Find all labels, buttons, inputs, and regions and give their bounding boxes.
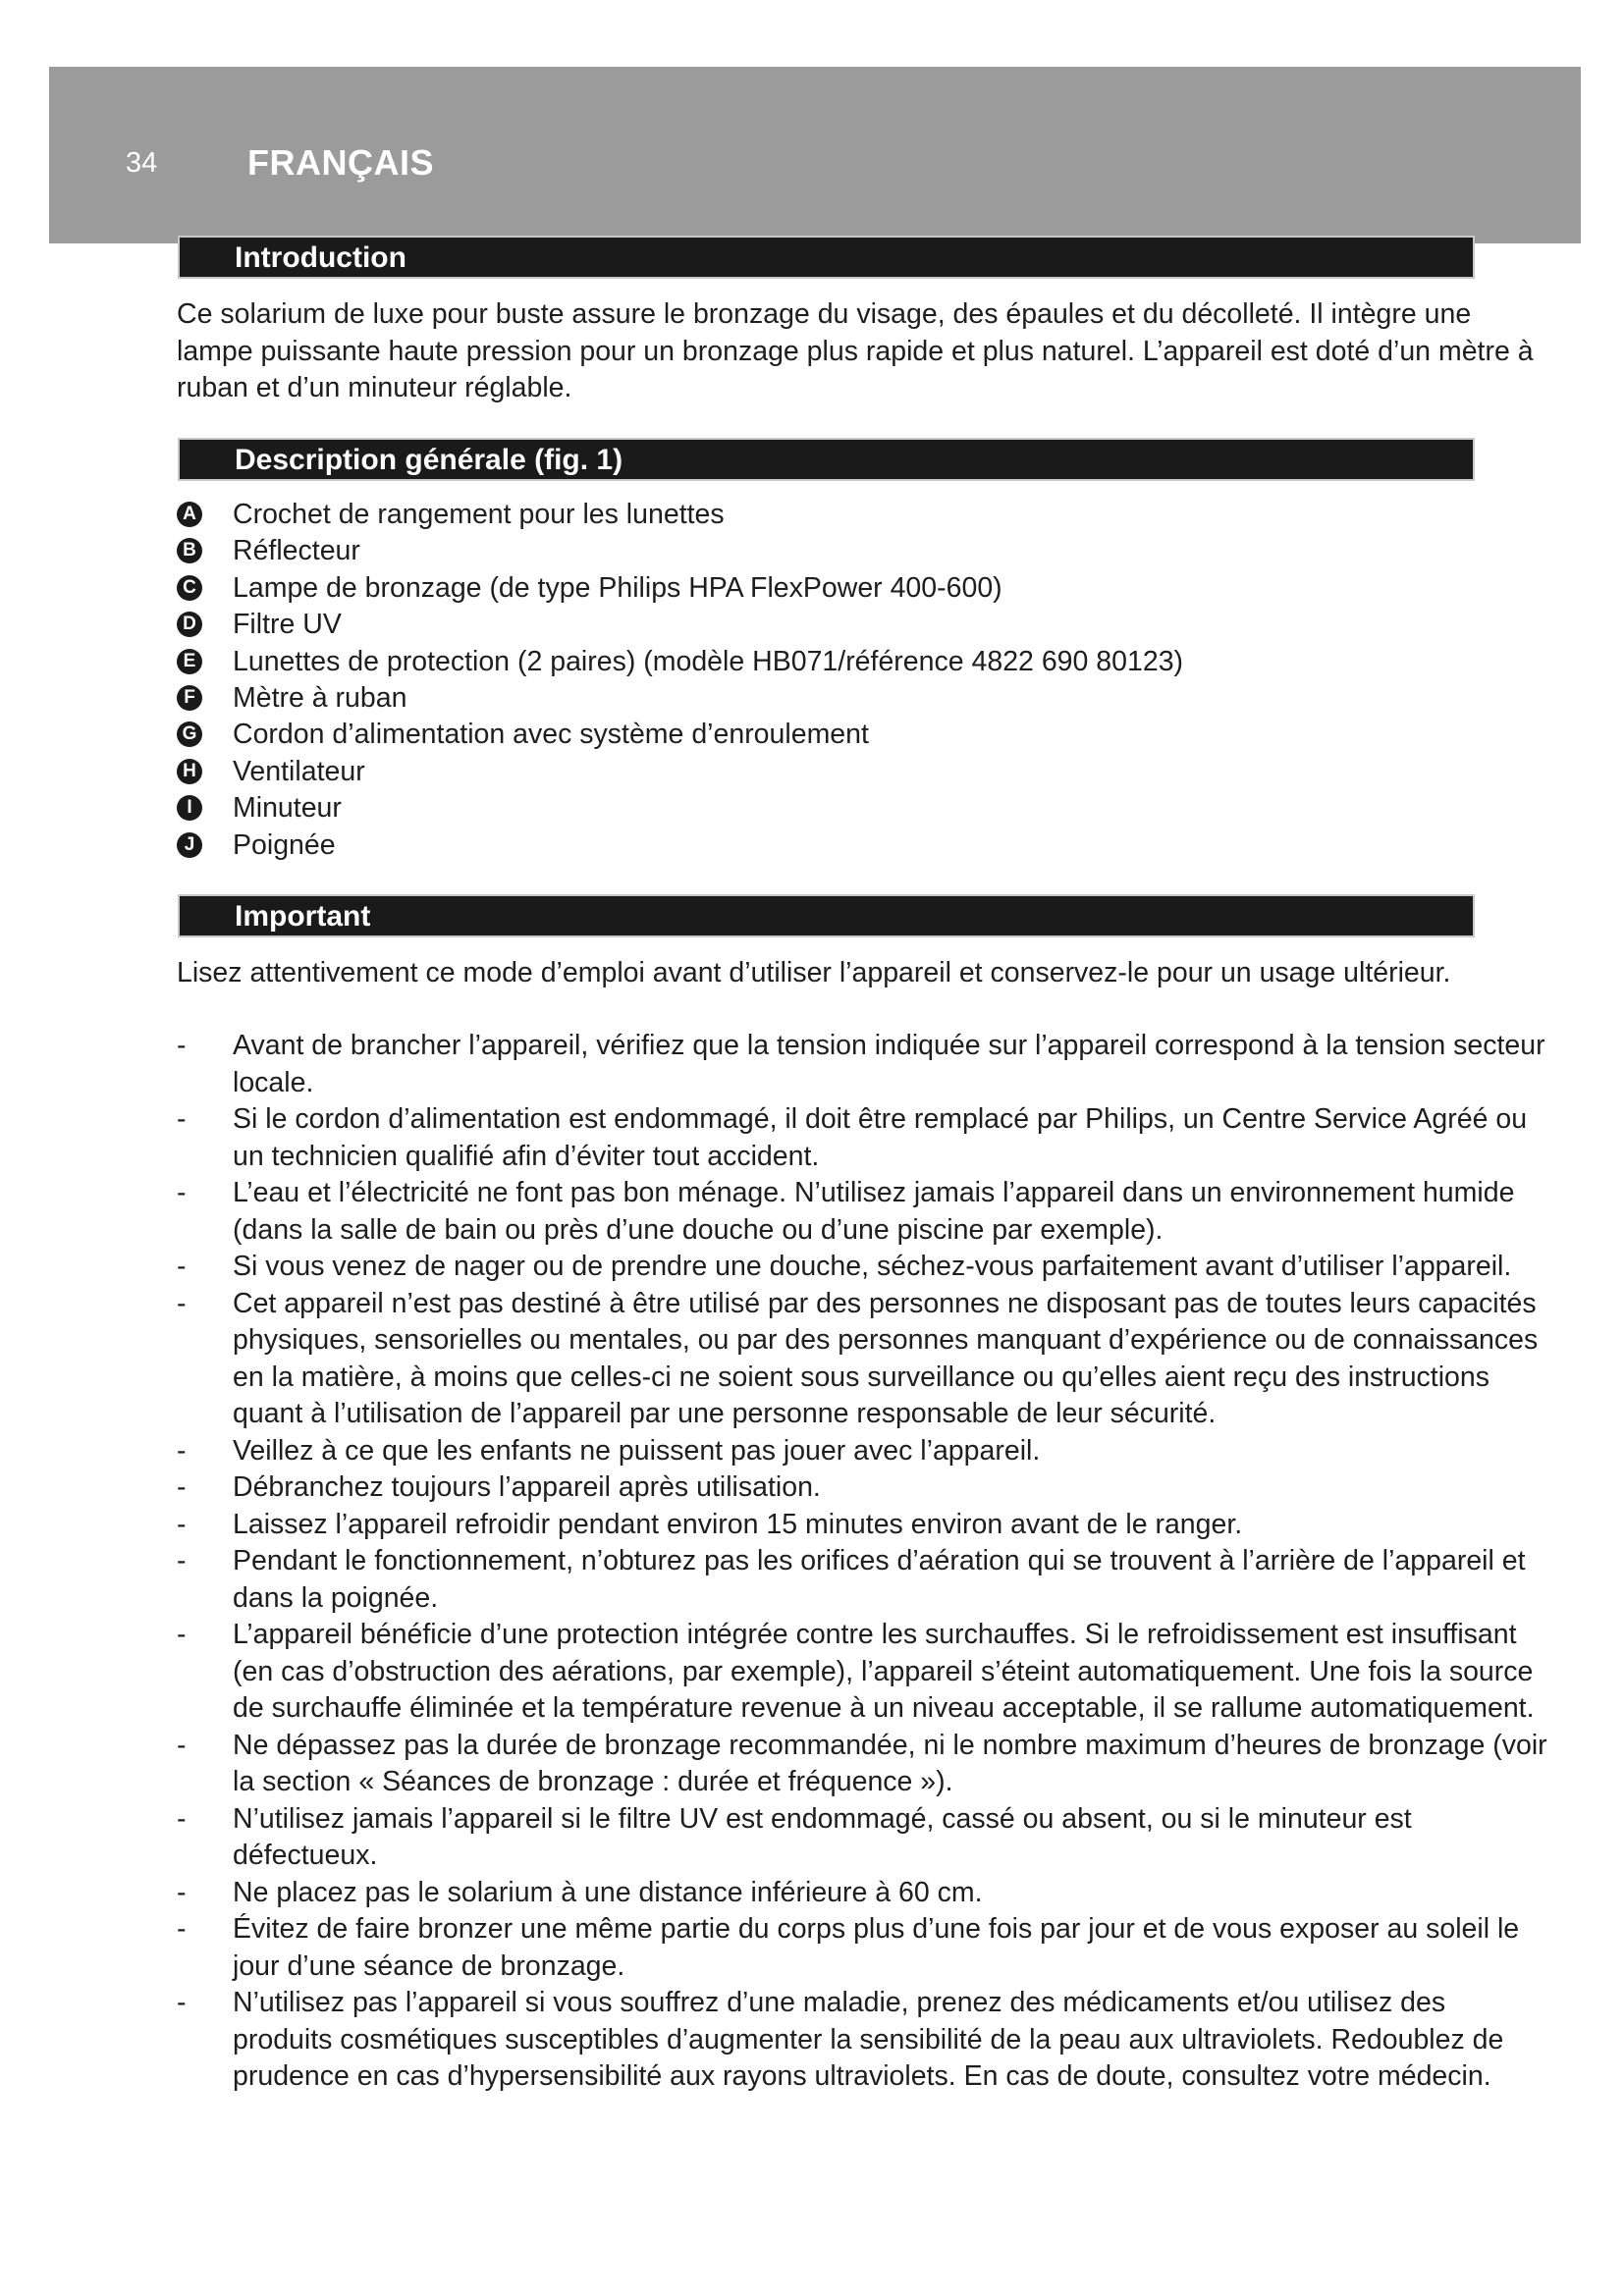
bullet-text: N’utilisez jamais l’appareil si le filtre UV est endommagé, cassé ou absent, ou si le minuteur est défectueux.	[233, 1802, 1412, 1871]
bullet-dash: -	[177, 1913, 187, 1945]
bullet-dash: -	[177, 1987, 187, 2018]
section-bar-introduction	[178, 236, 1475, 279]
bullet-dash: -	[177, 1177, 187, 1208]
bullet-dash: -	[177, 1103, 187, 1135]
language-title: FRANÇAIS	[247, 142, 434, 183]
important-bullet	[177, 1728, 1551, 1801]
item-text: Poignée	[233, 828, 336, 861]
important-bullet	[177, 1286, 1551, 1433]
item-text: Filtre UV	[233, 609, 342, 641]
bullet-text: Ne placez pas le solarium à une distance inférieure à 60 cm.	[233, 1876, 983, 1908]
item-text: Cordon d’alimentation avec système d’enroulement	[233, 719, 869, 751]
item-letter-badge: H	[177, 759, 202, 784]
important-intro: Lisez attentivement ce mode d’emploi avant d’utiliser l’appareil et conservez-le pour un usage ultérieur.	[177, 957, 1451, 988]
item-text: Ventilateur	[233, 755, 365, 787]
bullet-dash: -	[177, 1545, 187, 1576]
section-title: Introduction	[235, 241, 406, 274]
important-bullet	[177, 1507, 1551, 1544]
important-bullet	[177, 1875, 1551, 1912]
bullet-text: L’appareil bénéficie d’une protection intégrée contre les surchauffes. Si le refroidissement est insuffisant (en cas d’obstruction des aérations, par exemple), l’appareil s’éteint automatiquement. Une fois la source de surchauffe éliminée et la température revenue à un niveau acceptable, il se rallume automatiquement.	[233, 1619, 1535, 1724]
item-letter-badge: D	[177, 612, 202, 637]
important-bullet	[177, 1469, 1551, 1507]
bullet-dash: -	[177, 1508, 187, 1540]
item-text: Lampe de bronzage (de type Philips HPA FlexPower 400-600)	[233, 571, 1002, 604]
important-bullet	[177, 1985, 1551, 2096]
bullet-dash: -	[177, 1802, 187, 1835]
important-bullet-list	[177, 1028, 1551, 2096]
important-bullet	[177, 1801, 1551, 1875]
item-text: Lunettes de protection (2 paires) (modèle HB071/référence 4822 690 80123)	[233, 645, 1184, 677]
important-bullet	[177, 1911, 1551, 1985]
important-bullet	[177, 1249, 1551, 1286]
important-bullet	[177, 1028, 1551, 1101]
important-bullet	[177, 1175, 1551, 1249]
bullet-text: Laissez l’appareil refroidir pendant environ 15 minutes environ avant de le ranger.	[233, 1508, 1243, 1540]
bullet-text: Veillez à ce que les enfants ne puissent pas jouer avec l’appareil.	[233, 1434, 1041, 1467]
bullet-text: Si le cordon d’alimentation est endommagé, il doit être remplacé par Philips, un Centre Service Agréé ou un technicien qualifié afin d’éviter tout accident.	[233, 1103, 1528, 1172]
bullet-dash: -	[177, 1030, 187, 1061]
bullet-text: Avant de brancher l’appareil, vérifiez que la tension indiquée sur l’appareil correspond à la tension secteur locale.	[233, 1030, 1545, 1098]
bullet-text: L’eau et l’électricité ne font pas bon ménage. N’utilisez jamais l’appareil dans un environnement humide (dans la salle de bain ou près d’une douche ou d’une piscine par exemple).	[233, 1177, 1515, 1246]
bullet-dash: -	[177, 1729, 187, 1761]
item-text: Réflecteur	[233, 535, 360, 567]
bullet-dash: -	[177, 1876, 187, 1908]
bullet-dash: -	[177, 1287, 187, 1319]
bullet-text: Si vous venez de nager ou de prendre une douche, séchez-vous parfaitement avant d’utiliser l’appareil.	[233, 1251, 1512, 1282]
item-letter-badge: I	[177, 795, 202, 821]
item-letter-badge: J	[177, 832, 202, 858]
important-bullet	[177, 1543, 1551, 1617]
bullet-dash: -	[177, 1251, 187, 1282]
bullet-text: Cet appareil n’est pas destiné à être utilisé par des personnes ne disposant pas de toutes leurs capacités physiques, sensorielles ou mentales, ou par des personnes manquant d’expérience ou de connaissances en la matière, à moins que celles-ci ne soient sous surveillance ou qu’elles aient reçu des instructions quant à l’utilisation de l’appareil par une personne responsable de leur sécurité.	[233, 1287, 1539, 1429]
important-bullet	[177, 1433, 1551, 1470]
bullet-text: Ne dépassez pas la durée de bronzage recommandée, ni le nombre maximum d’heures de bronzage (voir la section « Séances de bronzage : durée et fréquence »).	[233, 1729, 1547, 1797]
item-letter-badge: C	[177, 575, 202, 601]
bullet-dash: -	[177, 1619, 187, 1650]
item-letter-badge: F	[177, 685, 202, 711]
section-title: Description générale (fig. 1)	[235, 444, 623, 476]
section-bar-description	[178, 438, 1475, 481]
item-letter-badge: B	[177, 538, 202, 563]
item-letter-badge: G	[177, 721, 202, 747]
important-bullet	[177, 1101, 1551, 1175]
introduction-paragraph: Ce solarium de luxe pour buste assure le bronzage du visage, des épaules et du décolleté. Il intègre une lampe puissante haute pression pour un bronzage plus rapide et plus naturel. L’appareil est doté d’un mètre à ruban et d’un minuteur réglable.	[177, 298, 1534, 403]
item-text: Minuteur	[233, 792, 342, 825]
item-text: Crochet de rangement pour les lunettes	[233, 499, 725, 530]
bullet-dash: -	[177, 1471, 187, 1503]
bullet-text: Débranchez toujours l’appareil après utilisation.	[233, 1471, 821, 1503]
item-letter-badge: A	[177, 502, 202, 527]
important-bullet	[177, 1617, 1551, 1728]
section-bar-important	[178, 894, 1475, 937]
page-number: 34	[126, 147, 158, 179]
bullet-text: Évitez de faire bronzer une même partie du corps plus d’une fois par jour et de vous exposer au soleil le jour d’une séance de bronzage.	[233, 1913, 1520, 1982]
item-letter-badge: E	[177, 649, 202, 674]
section-title: Important	[235, 900, 371, 933]
bullet-dash: -	[177, 1434, 187, 1467]
bullet-text: Pendant le fonctionnement, n’obturez pas les orifices d’aération qui se trouvent à l’arrière de l’appareil et dans la poignée.	[233, 1545, 1526, 1614]
bullet-text: N’utilisez pas l’appareil si vous souffrez d’une maladie, prenez des médicaments et/ou utilisez des produits cosmétiques susceptibles d’augmenter la sensibilité de la peau aux ultraviolets. Redoublez de prudence en cas d’hypersensibilité aux rayons ultraviolets. En cas de doute, consultez votre médecin.	[233, 1987, 1504, 2092]
item-text: Mètre à ruban	[233, 682, 407, 714]
